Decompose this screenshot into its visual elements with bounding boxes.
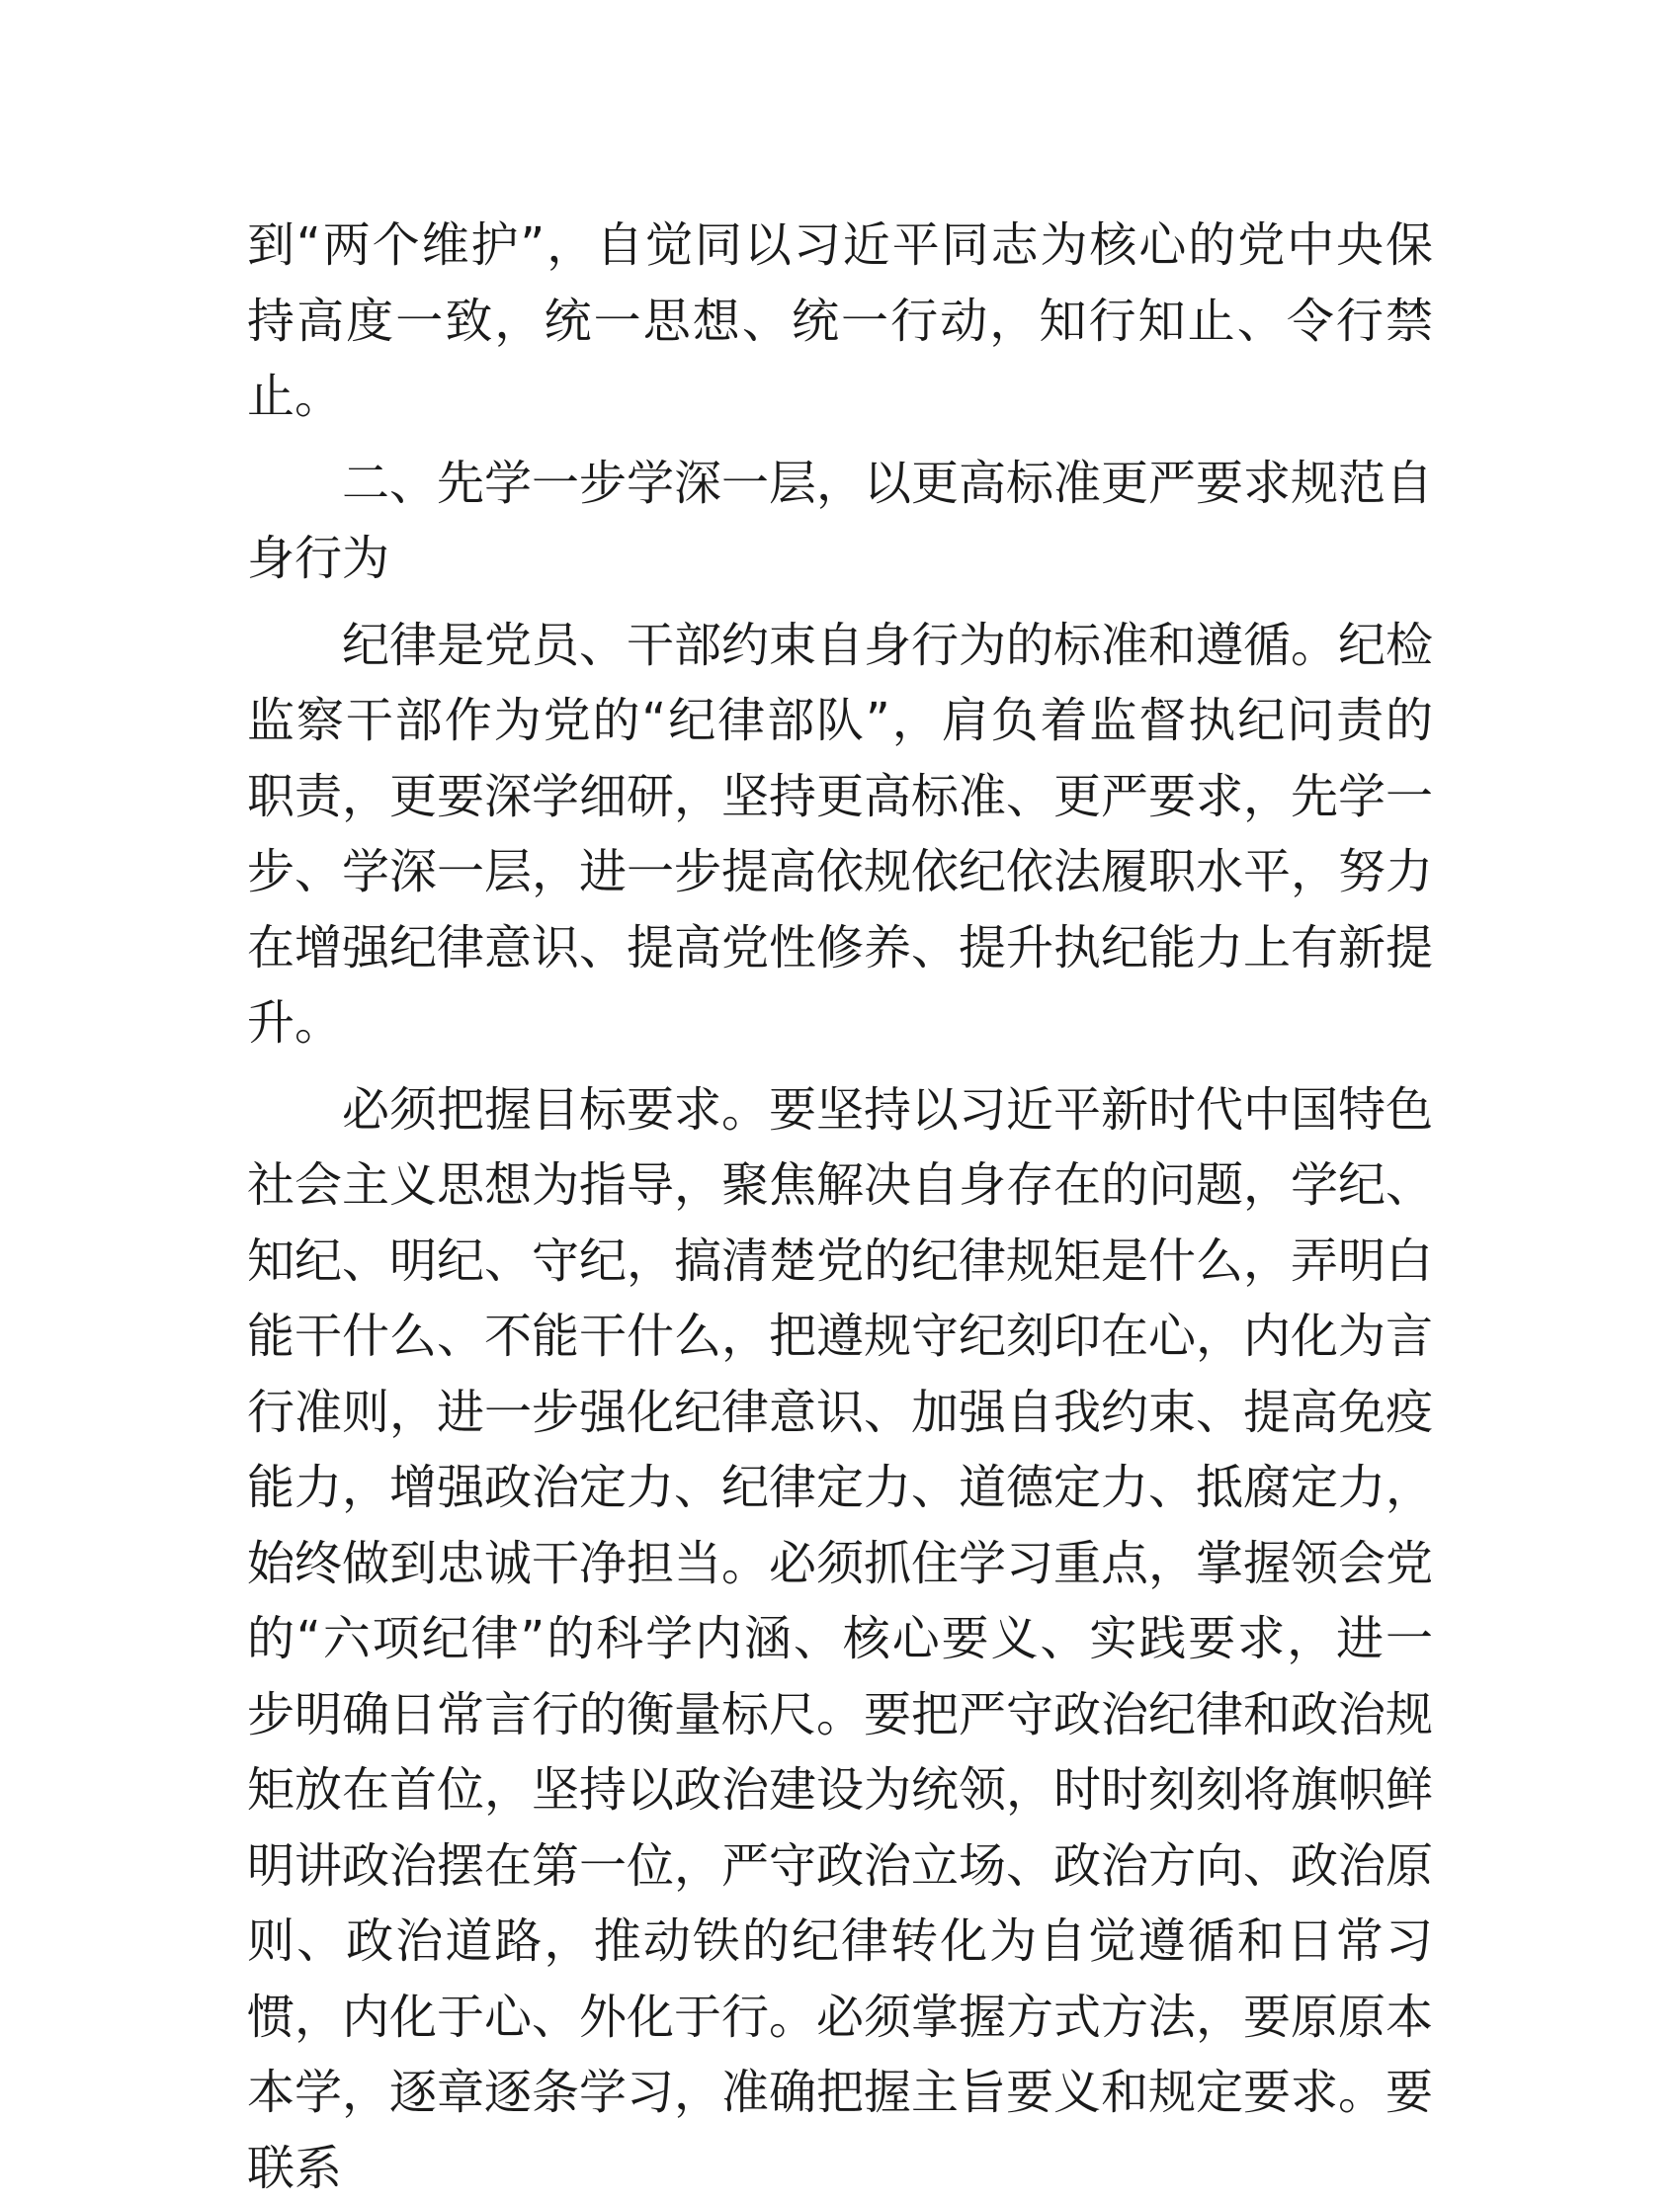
paragraph-goals: 必须把握目标要求。要坚持以习近平新时代中国特色社会主义思想为指导，聚焦解决自身存在的问题，学纪、知纪、明纪、守纪，搞清楚党的纪律规矩是什么，弄明白能干什么、不能干什么，把遵规守纪刻印在心，内化为言行准则，进一步强化纪律意识、加强自我约束、提高免疫能力，增强政治定力、纪律定力、道德定力、抵腐定力，始终做到忠诚干净担当。必须抓住学习重点，掌握领会党的“六项纪律”的科学内涵、核心要义、实践要求，进一步明确日常言行的衡量标尺。要把严守政治纪律和政治规矩放在首位，坚持以政治建设为统领，时时刻刻将旗帜鲜明讲政治摆在第一位，严守政治立场、政治方向、政治原则、政治道路，推动铁的纪律转化为自觉遵循和日常习惯，内化于心、外化于行。必须掌握方式方法，要原原本本学，逐章逐条学习，准确把握主旨要义和规定要求。要联系 — [247, 1072, 1433, 2206]
paragraph-continued: 到“两个维护”，自觉同以习近平同志为核心的党中央保持高度一致，统一思想、统一行动，知行知止、令行禁止。 — [247, 208, 1433, 435]
document-page — [247, 208, 1433, 2206]
section-heading: 二、先学一步学深一层，以更高标准更严要求规范自身行为 — [247, 446, 1433, 597]
paragraph-discipline: 纪律是党员、干部约束自身行为的标准和遵循。纪检监察干部作为党的“纪律部队”，肩负着监督执纪问责的职责，更要深学细研，坚持更高标准、更严要求，先学一步、学深一层，进一步提高依规依纪依法履职水平，努力在增强纪律意识、提高党性修养、提升执纪能力上有新提升。 — [247, 608, 1433, 1061]
